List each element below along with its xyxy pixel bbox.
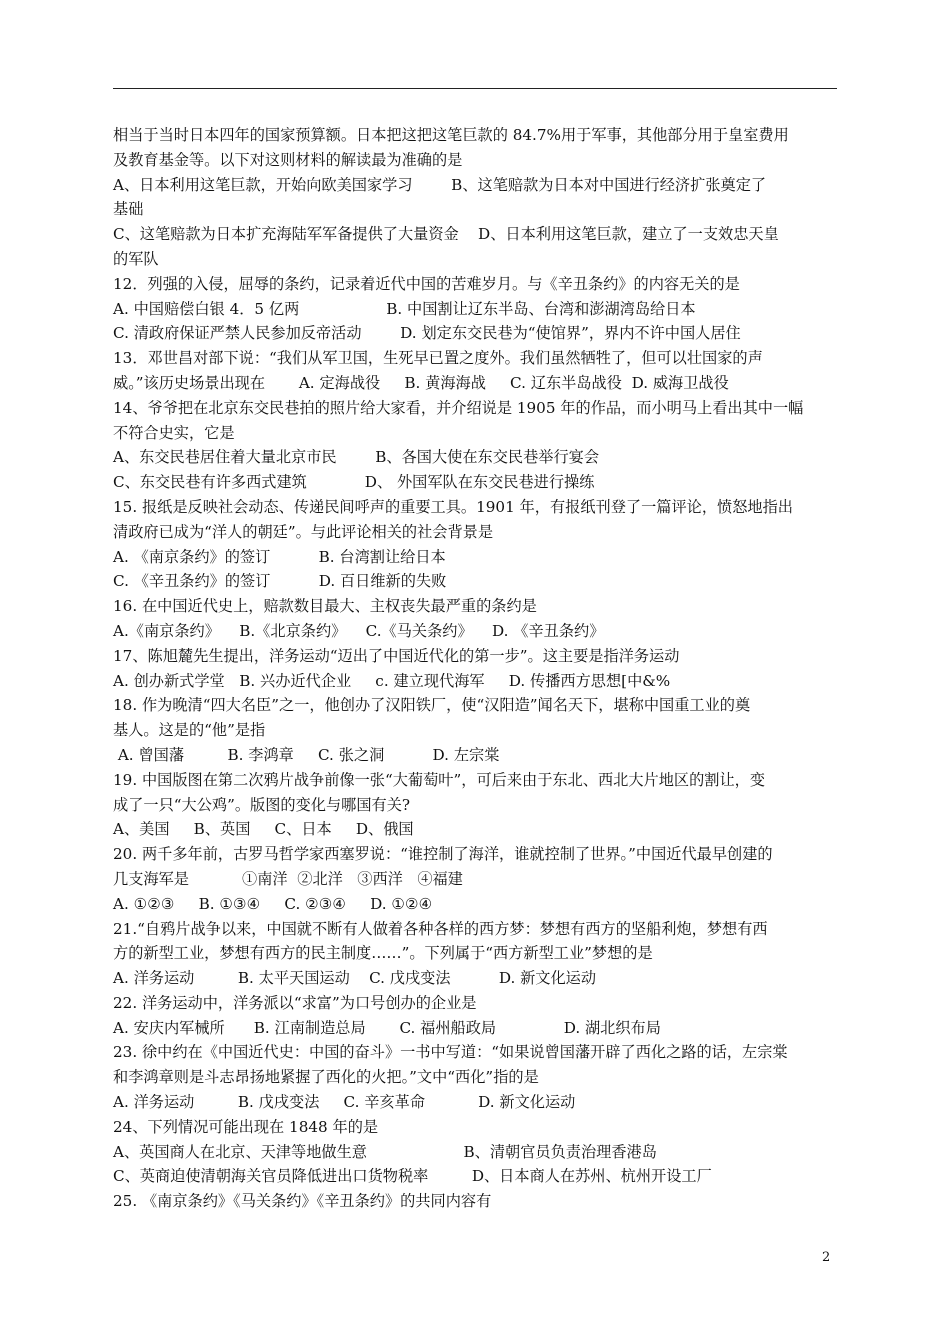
text-line: C. 《辛丑条约》的签订 D. 百日维新的失败: [113, 572, 447, 591]
text-line: 几支海军是 ①南洋 ②北洋 ③西洋 ④福建: [113, 869, 463, 888]
document-body: [113, 123, 843, 1214]
text-line: 24、下列情况可能出现在 1848 年的是: [113, 1117, 379, 1136]
text-line: A. 创办新式学堂 B. 兴办近代企业 c. 建立现代海军 D. 传播西方思想[中&%: [113, 671, 671, 690]
text-line: 及教育基金等。以下对这则材料的解读最为准确的是: [113, 150, 463, 169]
text-line: C、英商迫使清朝海关官员降低进出口货物税率 D、日本商人在苏州、杭州开设工厂: [113, 1167, 712, 1186]
text-line: 不符合史实，它是: [113, 423, 235, 442]
text-line: A、美国 B、英国 C、日本 D、俄国: [113, 820, 414, 839]
text-line: 的军队: [113, 249, 159, 268]
text-line: 25. 《南京条约》《马关条约》《辛丑条约》的共同内容有: [113, 1192, 492, 1211]
text-line: A. 曾国藩 B. 李鸿章 C. 张之洞 D. 左宗棠: [113, 745, 500, 764]
text-line: C、东交民巷有许多西式建筑 D、 外国军队在东交民巷进行操练: [113, 473, 595, 492]
text-line: A、日本利用这笔巨款，开始向欧美国家学习 B、这笔赔款为日本对中国进行经济扩张奠定了: [113, 175, 767, 194]
text-line: A. 洋务运动 B. 太平天国运动 C. 戊戌变法 D. 新文化运动: [113, 969, 597, 988]
text-line: 方的新型工业，梦想有西方的民主制度……”。下列属于“西方新型工业”梦想的是: [113, 944, 653, 963]
text-line: 17、陈旭麓先生提出，洋务运动“迈出了中国近代化的第一步”。这主要是指洋务运动: [113, 646, 680, 665]
text-line: A. 安庆内军械所 B. 江南制造总局 C. 福州船政局 D. 湖北织布局: [113, 1018, 661, 1037]
text-line: C. 清政府保证严禁人民参加反帝活动 D. 划定东交民巷为“使馆界”，界内不许中国人居住: [113, 324, 741, 343]
text-line: 14、爷爷把在北京东交民巷拍的照片给大家看，并介绍说是 1905 年的作品，而小明马上看出其中一幅: [113, 398, 804, 417]
text-line: 20. 两千多年前，古罗马哲学家西塞罗说：“谁控制了海洋，谁就控制了世界。”中国近代最早创建的: [113, 845, 773, 864]
text-line: A、东交民巷居住着大量北京市民 B、各国大使在东交民巷举行宴会: [113, 448, 599, 467]
text-line: 和李鸿章则是斗志昂扬地紧握了西化的火把。”文中“西化”指的是: [113, 1068, 539, 1087]
text-line: 威。”该历史场景出现在 A. 定海战役 B. 黄海海战 C. 辽东半岛战役 D. 威海卫战役: [113, 373, 729, 392]
header-rule: [113, 88, 837, 89]
text-line: 基人。这是的“他”是指: [113, 721, 266, 740]
page-number: 2: [822, 1250, 831, 1265]
text-line: C、这笔赔款为日本扩充海陆军军备提供了大量资金 D、日本利用这笔巨款，建立了一支效忠天皇: [113, 225, 779, 244]
text-line: 成了一只“大公鸡”。版图的变化与哪国有关?: [113, 795, 411, 814]
text-line: A. 洋务运动 B. 戊戌变法 C. 辛亥革命 D. 新文化运动: [113, 1093, 576, 1112]
text-line: 21.“自鸦片战争以来，中国就不断有人做着各种各样的西方梦：梦想有西方的坚船利炮，梦想有西: [113, 919, 768, 938]
text-line: A. ①②③ B. ①③④ C. ②③④ D. ①②④: [113, 894, 433, 913]
text-line: 12．列强的入侵，屈辱的条约，记录着近代中国的苦难岁月。与《辛丑条约》的内容无关的是: [113, 274, 740, 293]
text-line: A. 《南京条约》的签订 B. 台湾割让给日本: [113, 547, 446, 566]
text-line: 基础: [113, 200, 144, 219]
text-line: A.《南京条约》 B.《北京条约》 C.《马关条约》 D. 《辛丑条约》: [113, 621, 605, 640]
text-line: 相当于当时日本四年的国家预算额。日本把这把这笔巨款的 84.7%用于军事，其他部分用于皇室费用: [113, 126, 789, 144]
text-line: 18. 作为晚清“四大名臣”之一，他创办了汉阳铁厂，使“汉阳造”闻名天下，堪称中国重工业的奠: [113, 696, 751, 715]
text-line: A、英国商人在北京、天津等地做生意 B、清朝官员负责治理香港岛: [113, 1142, 657, 1161]
text-line: 22. 洋务运动中，洋务派以“求富”为口号创办的企业是: [113, 993, 477, 1012]
text-line: 13．邓世昌对部下说：“我们从军卫国，生死早已置之度外。我们虽然牺牲了，但可以壮国家的声: [113, 349, 763, 368]
text-line: A. 中国赔偿白银 4．5 亿两 B. 中国割让辽东半岛、台湾和澎湖湾岛给日本: [113, 299, 696, 318]
text-line: 16. 在中国近代史上，赔款数目最大、主权丧失最严重的条约是: [113, 597, 537, 616]
text-line: 19. 中国版图在第二次鸦片战争前像一张“大葡萄叶”，可后来由于东北、西北大片地区的割让，变: [113, 770, 766, 789]
text-line: 15. 报纸是反映社会动态、传递民间呼声的重要工具。1901 年，有报纸刊登了一篇评论，愤怒地指出: [113, 497, 793, 516]
text-line: 清政府已成为“洋人的朝廷”。与此评论相关的社会背景是: [113, 522, 494, 541]
text-line: 23. 徐中约在《中国近代史：中国的奋斗》一书中写道：“如果说曾国藩开辟了西化之路的话，左宗棠: [113, 1043, 788, 1062]
